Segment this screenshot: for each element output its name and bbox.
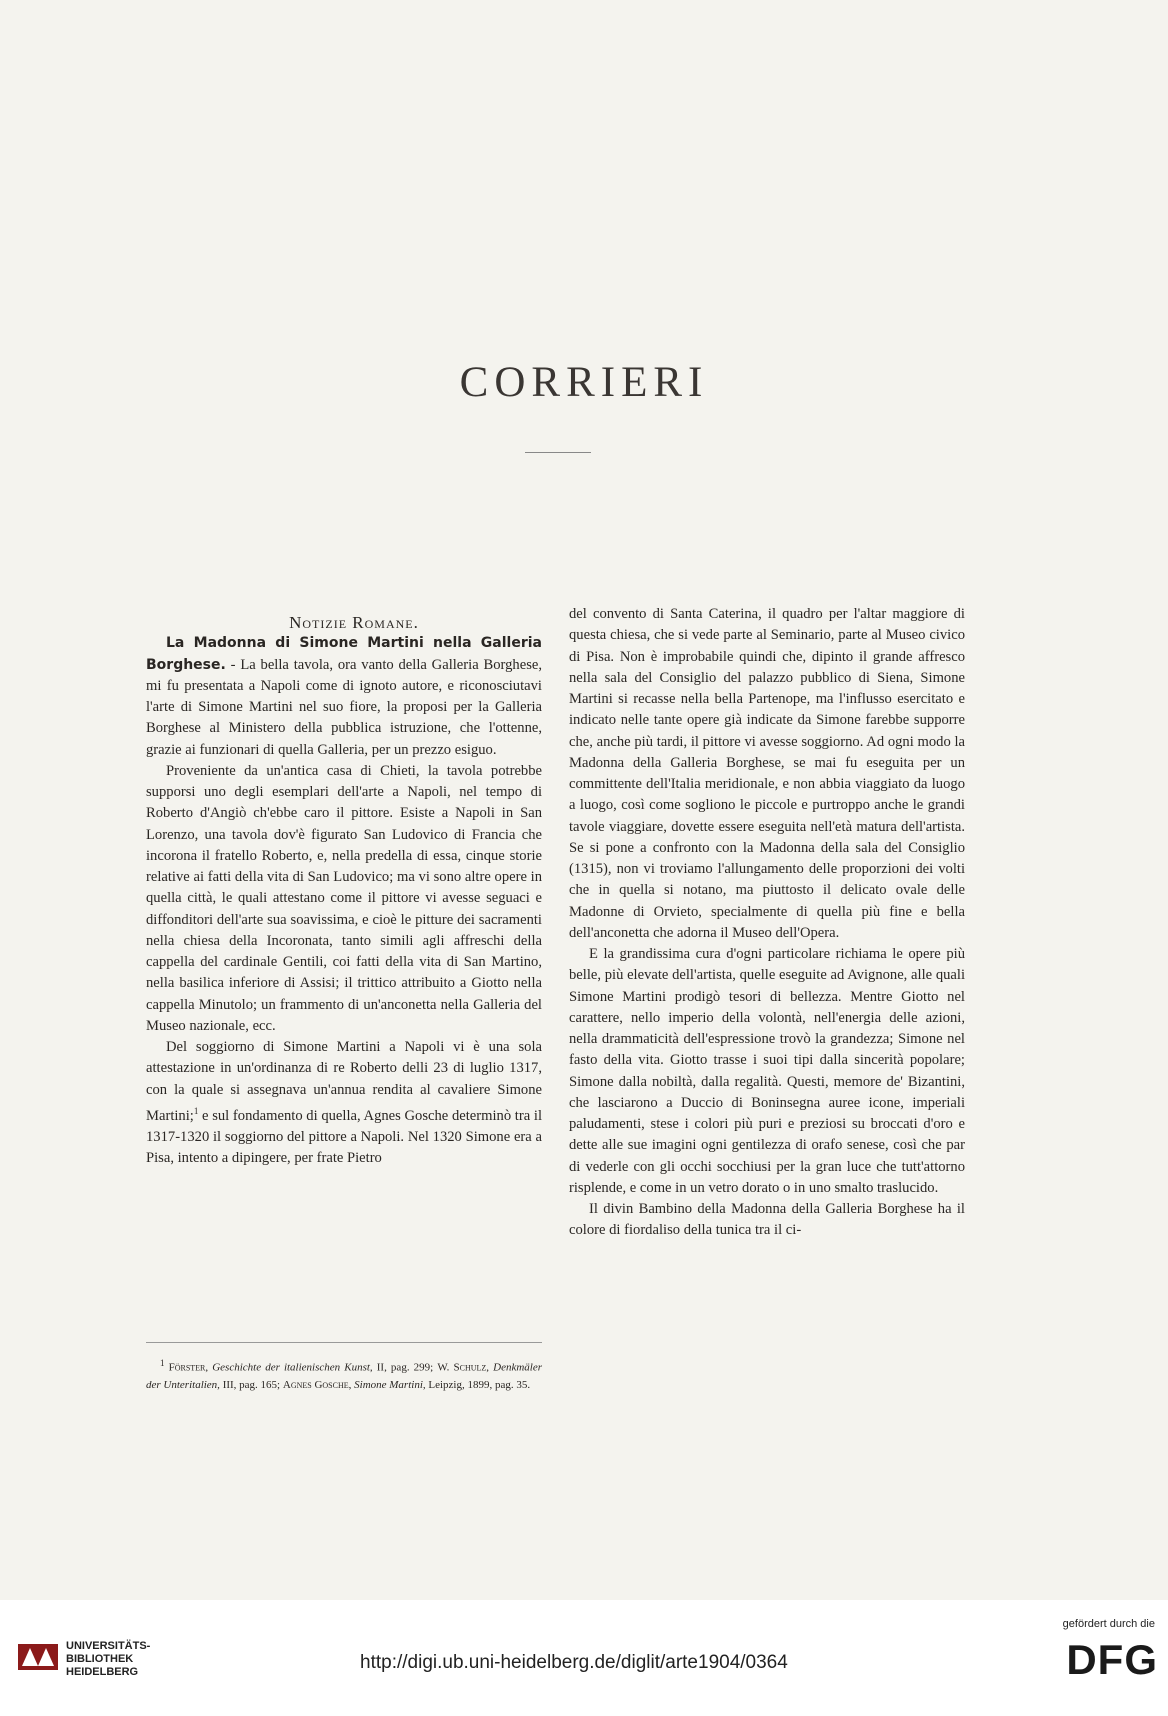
sponsor-label: gefördert durch die: [1062, 1618, 1155, 1630]
permalink-url[interactable]: http://digi.ub.uni-heidelberg.de/diglit/arte1904/0364: [360, 1652, 788, 1673]
left-column: [146, 612, 542, 1169]
footnote-ref-1: II, pag. 299;: [376, 1361, 434, 1374]
footer-bar: [0, 1600, 1168, 1716]
paragraph-3-text-b: e sul fondamento di quella, Agnes Gosche determinò tra il 1317-1320 il soggiorno del pittore a Napoli. Nel 1320 Simone era a Pisa, intento a dipingere, per frate Pietro: [146, 1107, 542, 1167]
university-library-logo-icon[interactable]: [18, 1638, 58, 1676]
page-heading: CORRIERI: [459, 359, 709, 406]
footnote-author-3: Agnes Gosche,: [282, 1378, 352, 1391]
footnote-title-2: Denkmäler der Unteritalien,: [146, 1361, 543, 1391]
footnote-ref-2: III, pag. 165;: [222, 1378, 281, 1391]
heading-rule: [525, 452, 591, 453]
footnote-title-1: Geschichte der italienischen Kunst,: [212, 1361, 373, 1374]
footnote-ref-3: Leipzig, 1899, pag. 35.: [428, 1378, 531, 1391]
paragraph-1: [146, 633, 542, 761]
paragraph-6: Il divin Bambino della Madonna della Galleria Borghese ha il colore di fiordaliso della tunica tra il ci-: [569, 1201, 965, 1239]
paragraph-4: del convento di Santa Caterina, il quadro per l'altar maggiore di questa chiesa, che si vede parte al Seminario, parte al Museo civico di Pisa. Non è improbabile quindi che, dipinto il grande affresco nella sala del Consiglio del palazzo pubblico di Siena, Simone Martini si recasse nella bella Partenope, ma l'influsso esercitato e indicato nelle tante opere già indicate da Simone farebbe supporre che, anche più tardi, il pittore vi avesse soggiorno. Ad ogni modo la Madonna della Galleria Borghese, se mai fu eseguita per un committente dell'Italia meridionale, e non abbia viaggiato da luogo a luogo, così come sogliono le piccole e purtroppo anche le grandi tavole viaggiare, dovette essere eseguita nell'età matura dell'artista. Se si pone a confronto con la Madonna della sala del Consiglio (1315), non vi troviamo l'allungamento delle proporzioni dei volti che in quella si notano, ma piuttosto il delicato ovale delle Madonne di Orvieto, specialmente di quella più fine e bella dell'anconetta che adorna il Museo dell'Opera.: [569, 606, 965, 941]
paragraph-3: [146, 1037, 542, 1169]
footnote-author-2: W. Schulz,: [437, 1361, 490, 1374]
paragraph-3-text-a: Del soggiorno di Simone Martini a Napoli vi è una sola attestazione in un'ordinanza di re Roberto delli 23 di luglio 1317, con la quale si assegnava un'annua rendita al cavaliere Simone Martini;: [146, 1039, 542, 1124]
uni-name-line-3: HEIDELBERG: [66, 1666, 139, 1678]
paragraph-2: Proveniente da un'antica casa di Chieti, la tavola potrebbe supporsi uno degli esemplari dell'arte a Napoli, nel tempo di Roberto d'Angiò ch'ebbe caro il pittore. Esiste a Napoli in San Lorenzo, una tavola dov'è figurato San Ludovico di Francia che incorona il fratello Roberto, e, nella predella di essa, cinque storie relative ai fatti della vita di San Ludovico; ma vi sono altre opere in quella città, le quali attestano come il pittore vi avesse seguaci e diffonditori dell'arte sua soavissima, e cioè le pitture dei sacramenti nella chiesa della Incoronata, tanto simili agli affreschi della cappella del cardinale Gentili, coi fatti della vita di San Martino, nella basilica inferiore di Assisi; il trittico attribuito a Giotto nella cappella Minutolo; un frammento di un'anconetta nella Galleria del Museo nazionale, ecc.: [146, 762, 542, 1034]
footnote: [146, 1355, 542, 1394]
footnote-rule: [146, 1342, 542, 1343]
dfg-logo[interactable]: DFG: [1066, 1636, 1158, 1683]
right-column: [569, 604, 965, 1242]
university-library-name[interactable]: [66, 1640, 150, 1679]
uni-name-line-1: UNIVERSITÄTS-: [66, 1640, 151, 1652]
section-title: Notizie Romane.: [289, 613, 419, 632]
footnote-title-3: Simone Martini,: [354, 1378, 426, 1391]
footnote-author-1: Förster,: [168, 1361, 209, 1374]
article-lead-title: La Madonna di Simone Martini nella Galleria Borghese.: [146, 635, 542, 673]
paragraph-5: E la grandissima cura d'ogni particolare richiama le opere più belle, più elevate dell'artista, quelle eseguite ad Avignone, alle quali Simone Martini prodigò tesori di bellezza. Mentre Giotto nel carattere, nello imperio della volontà, nell'energia delle azioni, nella drammaticità dell'espressione trovò la grandezza; Simone nel fasto della vita. Giotto trasse i suoi tipi dalla sincerità popolare; Simone dalla nobiltà, dalla regalità. Questi, memore de' Bizantini, che lasciarono a Duccio di Boninsegna auree icone, imperiali paludamenti, stese i colori più puri e preziosi su broccati d'oro e dette alle sue imagini ogni gentilezza di orafo senese, così che par di vederle con gli occhi socchiusi per la gran luce che tutt'attorno risplende, e come in un vetro dorato o in uno smalto traslucido.: [569, 946, 965, 1196]
uni-name-line-2: BIBLIOTHEK: [66, 1653, 134, 1665]
footnote-ref[interactable]: 1: [193, 1105, 199, 1116]
paragraph-1-text: - La bella tavola, ora vanto della Galleria Borghese, mi fu presentata a Napoli come di ignoto autore, e riconosciutavi l'arte di Simone Martini nel suo fiore, la proposi per la Galleria Borghese al Ministero della pubblica istruzione, che l'ottenne, grazie ai funzionari di quella Galleria, per un prezzo esiguo.: [146, 656, 542, 758]
footnote-number: 1: [160, 1358, 165, 1368]
